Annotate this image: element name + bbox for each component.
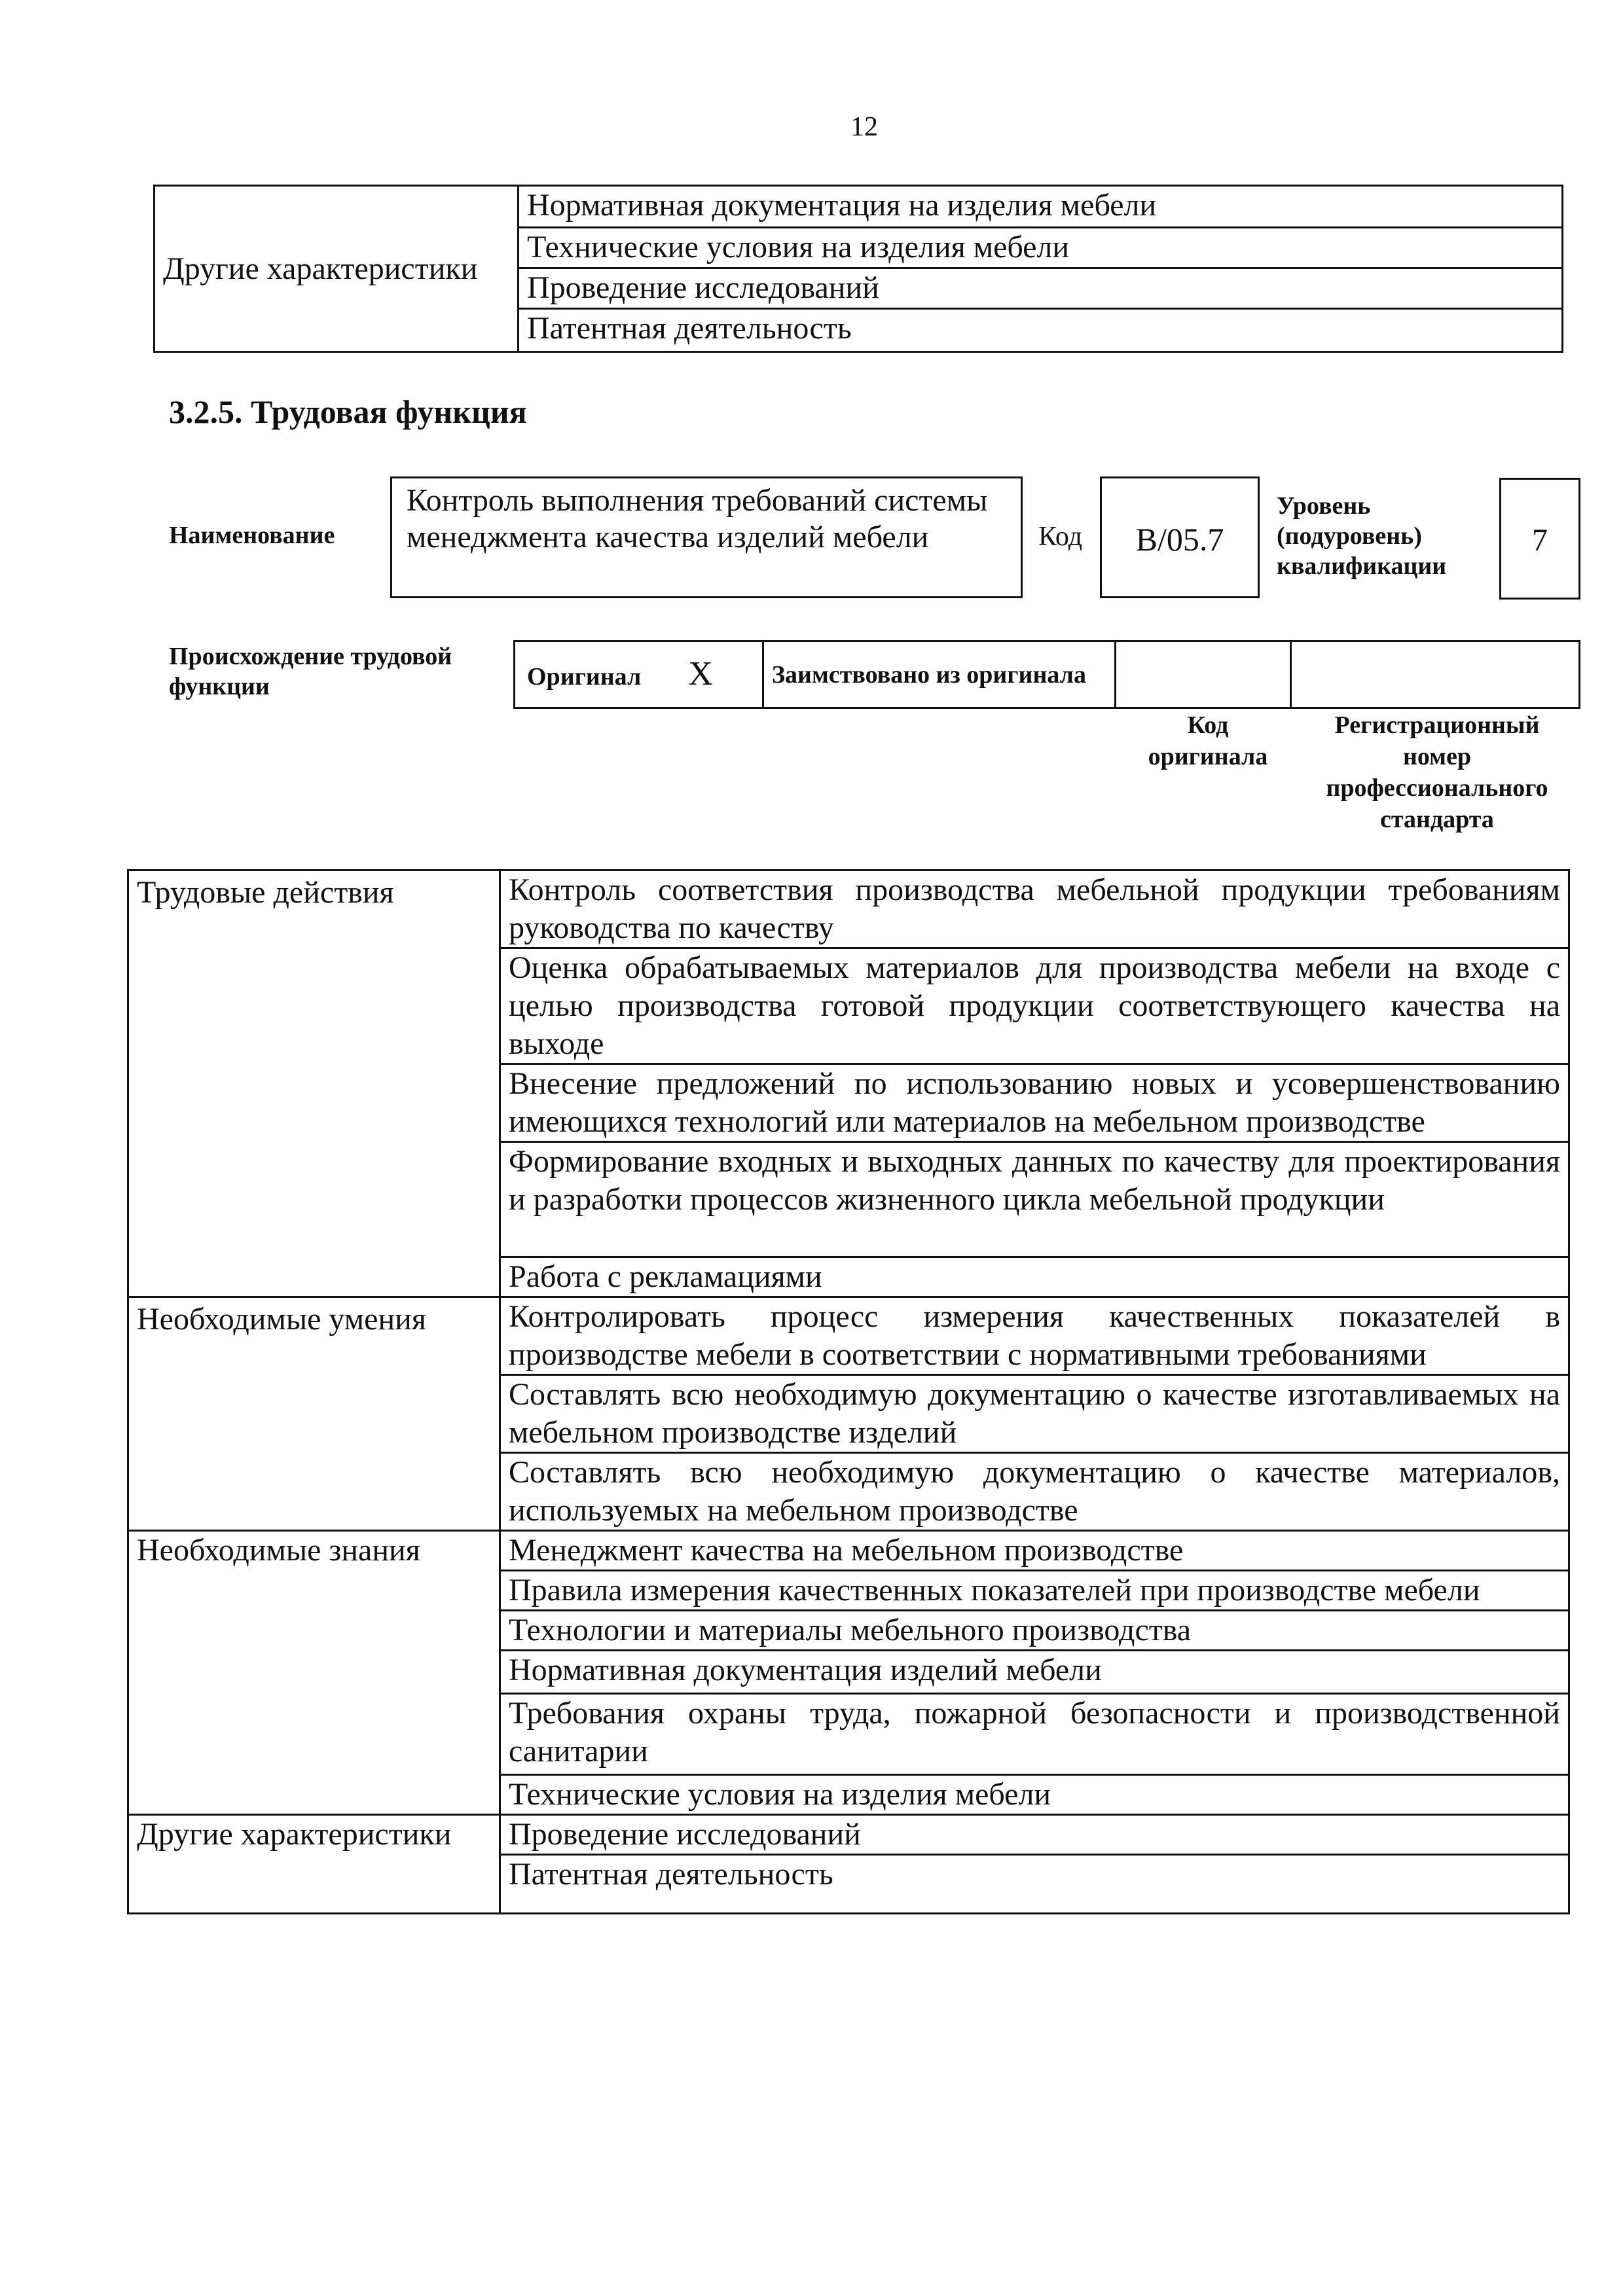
table-row: Внесение предложений по использованию новых и усовершенствованию имеющихся технологий или материалов на мебельном производстве	[500, 1064, 1569, 1142]
section-label-actions	[128, 870, 500, 1297]
function-name-box	[390, 476, 1023, 598]
table-row: Составлять всю необходимую документацию о качестве материалов, используемых на мебельном производстве	[500, 1453, 1569, 1531]
page-number: 12	[850, 112, 878, 142]
function-name-value: Контроль выполнения требований системы менеджмента качества изделий мебели	[407, 483, 988, 554]
table-row: Технологии и материалы мебельного производства	[500, 1611, 1569, 1651]
section-heading: 3.2.5. Трудовая функция	[169, 393, 527, 430]
top-table-row: Технические условия на изделия мебели	[519, 228, 1563, 268]
table-row: Менеджмент качества на мебельном производстве	[500, 1531, 1569, 1571]
top-table-label-cell	[155, 186, 519, 352]
main-table	[127, 869, 1570, 1914]
reg-number-cell	[1291, 641, 1580, 708]
top-table-row: Нормативная документация на изделия мебели	[519, 186, 1563, 228]
table-row: Патентная деятельность	[500, 1855, 1569, 1914]
section-label-other	[128, 1815, 500, 1914]
table-row: Контроль соответствия производства мебельной продукции требованиям руководства по качеству	[500, 870, 1569, 948]
section-label: Необходимые умения	[137, 1302, 426, 1336]
top-table-row: Патентная деятельность	[519, 309, 1563, 352]
table-row: Нормативная документация изделий мебели	[500, 1651, 1569, 1694]
section-label-skills	[128, 1297, 500, 1531]
original-mark: X	[688, 655, 713, 692]
name-label: Наименование	[169, 522, 335, 549]
origin-original-cell	[515, 641, 763, 708]
top-table-row: Проведение исследований	[519, 268, 1563, 309]
table-row: Технические условия на изделия мебели	[500, 1775, 1569, 1815]
code-value: B/05.7	[1135, 521, 1224, 558]
origin-label: Происхождение трудовой функции	[169, 643, 452, 700]
reg-number-caption: Регистрационный номер профессионального стандарта	[1326, 711, 1548, 833]
section-label: Трудовые действия	[137, 875, 394, 910]
level-label: Уровень (подуровень) квалификации	[1277, 492, 1447, 580]
code-label: Код	[1038, 522, 1083, 552]
section-label: Другие характеристики	[137, 1817, 452, 1852]
original-code-cell	[1116, 641, 1291, 708]
level-value: 7	[1532, 523, 1548, 558]
top-table-label: Другие характеристики	[163, 251, 478, 286]
section-label: Необходимые знания	[137, 1533, 420, 1568]
table-row: Контролировать процесс измерения качественных показателей в производстве мебели в соответствии с нормативными требованиями	[500, 1297, 1569, 1375]
table-row: Проведение исследований	[500, 1815, 1569, 1855]
table-row: Оценка обрабатываемых материалов для производства мебели на входе с целью производства готовой продукции соответствующего качества на выходе	[500, 948, 1569, 1064]
top-characteristics-table	[153, 185, 1563, 353]
original-label: Оригинал	[527, 663, 642, 691]
table-row: Требования охраны труда, пожарной безопасности и производственной санитарии	[500, 1694, 1569, 1775]
section-label-knowledge	[128, 1531, 500, 1815]
code-original-caption: Код оригинала	[1148, 711, 1268, 770]
table-row: Работа с рекламациями	[500, 1257, 1569, 1297]
borrowed-label: Заимствовано из оригинала	[763, 641, 1116, 708]
table-row: Правила измерения качественных показателей при производстве мебели	[500, 1571, 1569, 1611]
level-box	[1499, 478, 1580, 600]
code-box	[1100, 476, 1260, 598]
table-row: Формирование входных и выходных данных по качеству для проектирования и разработки процессов жизненного цикла мебельной продукции	[500, 1142, 1569, 1257]
table-row: Составлять всю необходимую документацию о качестве изготавливаемых на мебельном производстве изделий	[500, 1375, 1569, 1453]
origin-table	[513, 640, 1580, 709]
